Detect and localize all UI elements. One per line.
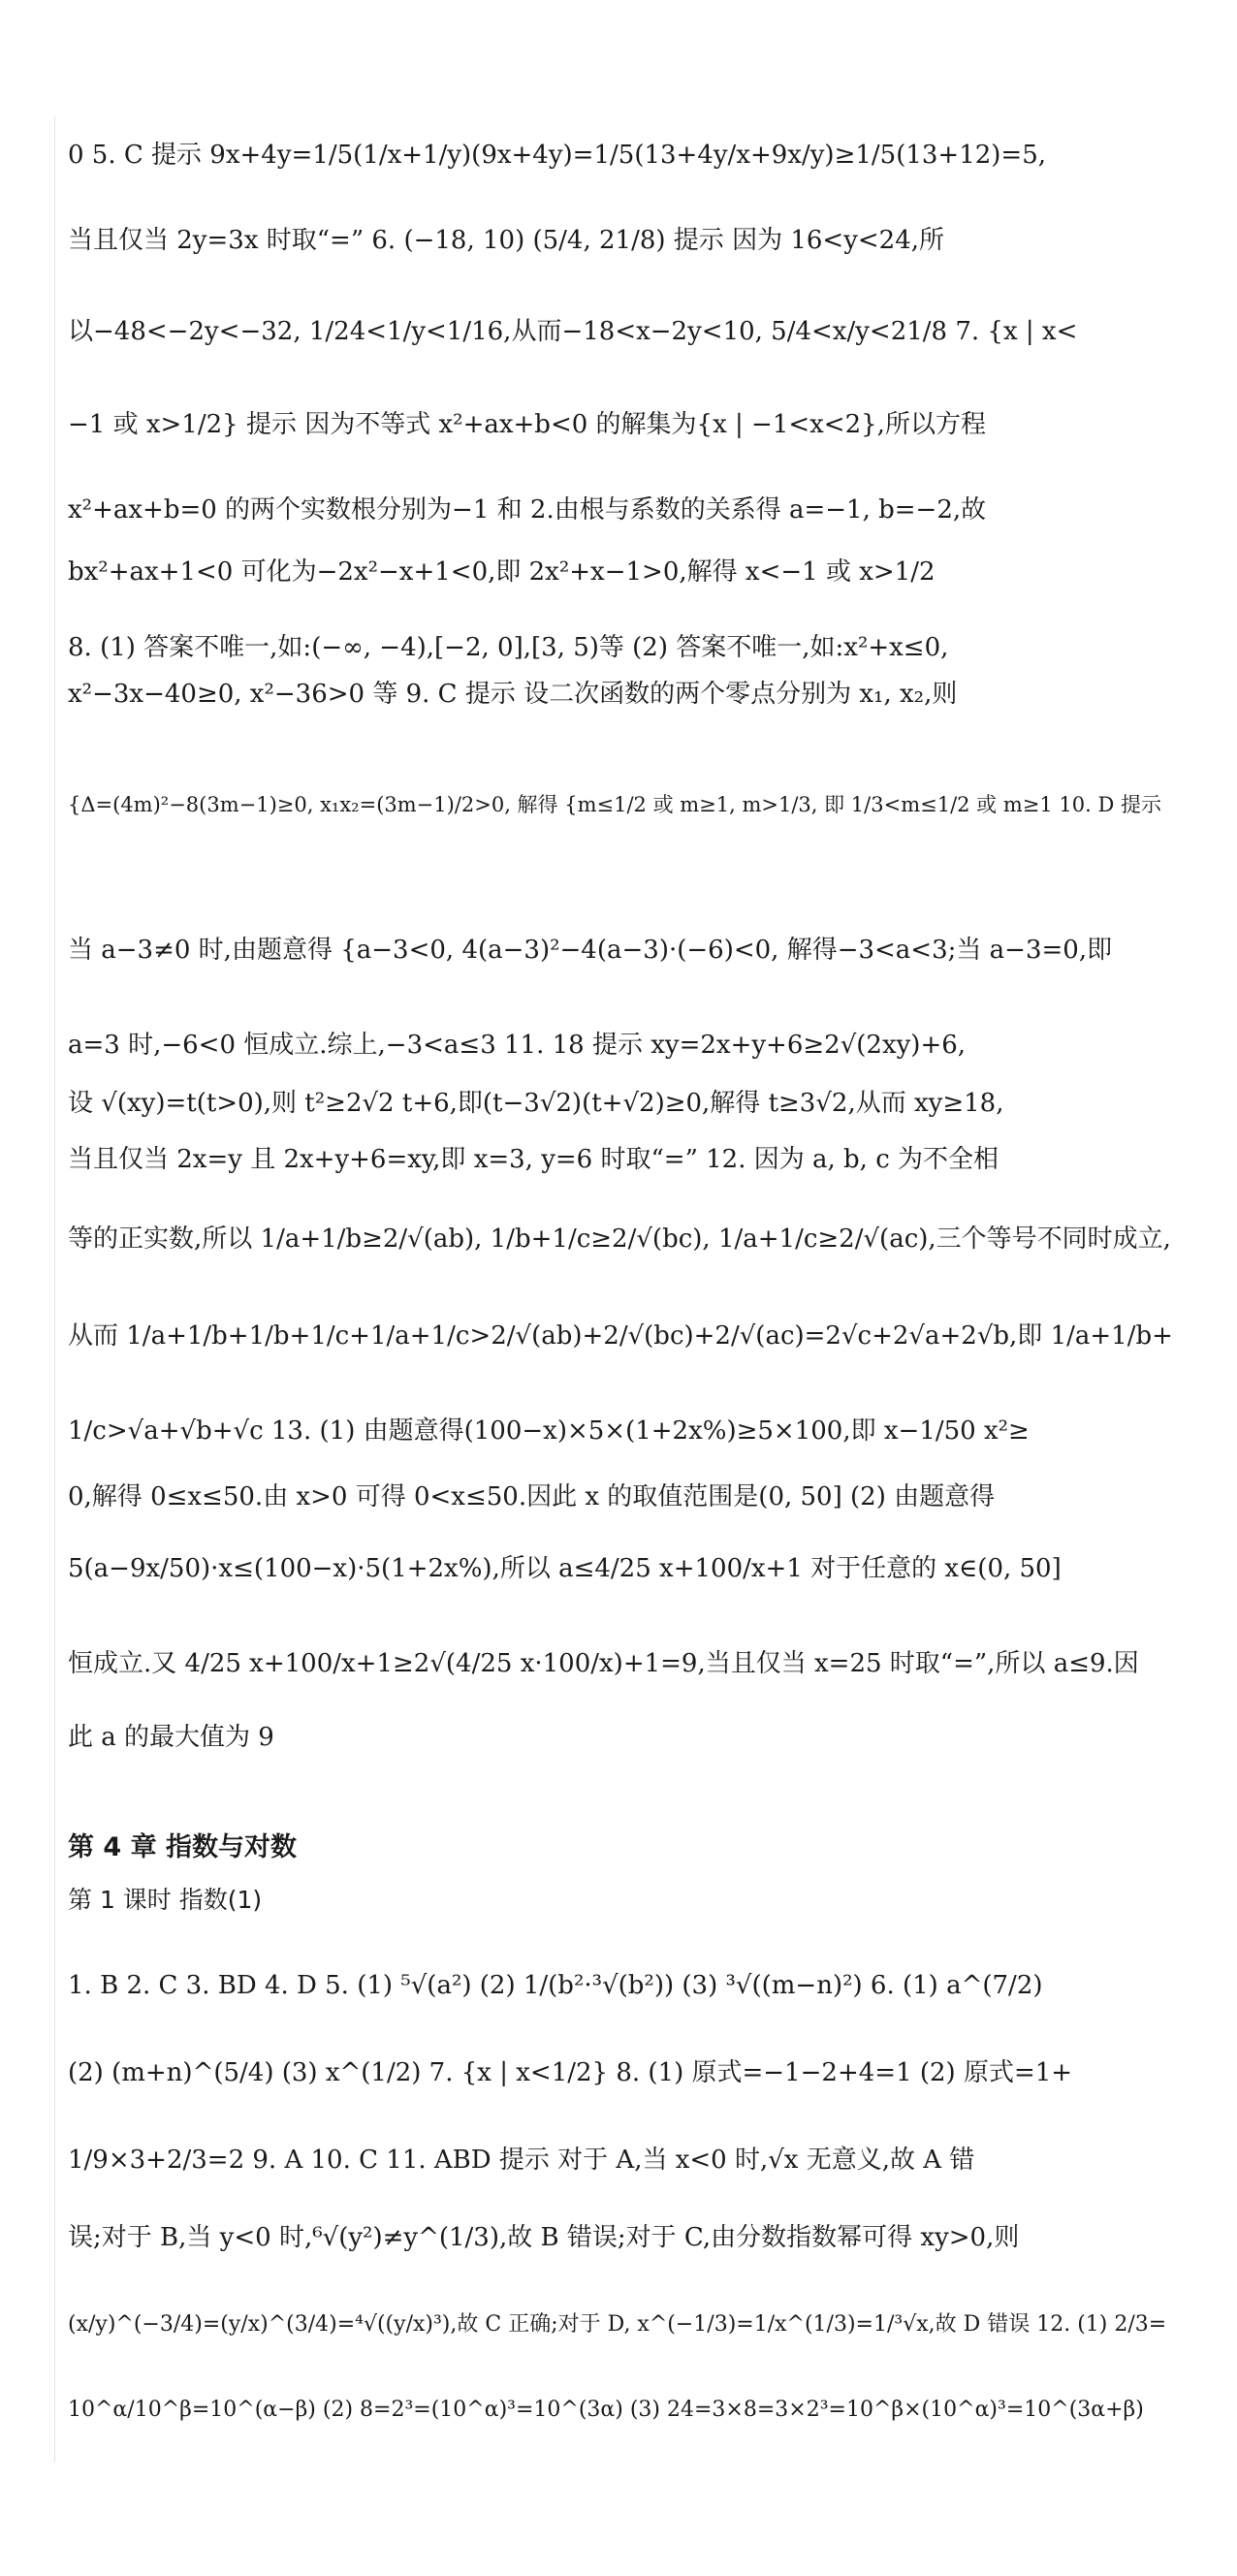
lesson-heading: 第 1 课时 指数(1) bbox=[68, 1886, 263, 1914]
text-line: 以−48<−2y<−32, 1/24<1/y<1/16,从而−18<x−2y<10, 5/4<x/y<21/8 7. {x | x< bbox=[68, 317, 1078, 346]
text-line: 从而 1/a+1/b+1/b+1/c+1/a+1/c>2/√(ab)+2/√(bc)+2/√(ac)=2√c+2√a+2√b,即 1/a+1/b+ bbox=[68, 1321, 1173, 1351]
text-line: (2) (m+n)^(5/4) (3) x^(1/2) 7. {x | x<1/2} 8. (1) 原式=−1−2+4=1 (2) 原式=1+ bbox=[68, 2058, 1073, 2087]
text-line: 1. B 2. C 3. BD 4. D 5. (1) ⁵√(a²) (2) 1/(b²·³√(b²)) (3) ³√((m−n)²) 6. (1) a^(7/2) bbox=[68, 1971, 1043, 2000]
text-line: x²+ax+b=0 的两个实数根分别为−1 和 2.由根与系数的关系得 a=−1, b=−2,故 bbox=[68, 495, 987, 525]
text-line: −1 或 x>1/2} 提示 因为不等式 x²+ax+b<0 的解集为{x | −1<x<2},所以方程 bbox=[68, 410, 986, 439]
text-line: 此 a 的最大值为 9 bbox=[68, 1723, 274, 1752]
text-line: {Δ=(4m)²−8(3m−1)≥0, x₁x₂=(3m−1)/2>0, 解得 {m≤1/2 或 m≥1, m>1/3, 即 1/3<m≤1/2 或 m≥1 10. D 提示 bbox=[68, 793, 1161, 816]
text-line: 当 a−3≠0 时,由题意得 {a−3<0, 4(a−3)²−4(a−3)·(−6)<0, 解得−3<a<3;当 a−3=0,即 bbox=[68, 936, 1113, 965]
text-line: 恒成立.又 4/25 x+100/x+1≥2√(4/25 x·100/x)+1=9,当且仅当 x=25 时取“=”,所以 a≤9.因 bbox=[68, 1649, 1139, 1678]
text-line: 1/c>√a+√b+√c 13. (1) 由题意得(100−x)×5×(1+2x%)≥5×100,即 x−1/50 x²≥ bbox=[68, 1416, 1030, 1446]
text-line: bx²+ax+1<0 可化为−2x²−x+1<0,即 2x²+x−1>0,解得 x<−1 或 x>1/2 bbox=[68, 557, 936, 587]
text-line: 等的正实数,所以 1/a+1/b≥2/√(ab), 1/b+1/c≥2/√(bc), 1/a+1/c≥2/√(ac),三个等号不同时成立, bbox=[68, 1224, 1171, 1254]
text-line: 10^α/10^β=10^(α−β) (2) 8=2³=(10^α)³=10^(3α) (3) 24=3×8=3×2³=10^β×(10^α)³=10^(3α+β) bbox=[68, 2398, 1144, 2422]
text-line: 当且仅当 2y=3x 时取“=” 6. (−18, 10) (5/4, 21/8) 提示 因为 16<y<24,所 bbox=[68, 226, 945, 255]
text-line: 设 √(xy)=t(t>0),则 t²≥2√2 t+6,即(t−3√2)(t+√2)≥0,解得 t≥3√2,从而 xy≥18, bbox=[68, 1089, 1004, 1118]
text-line: x²−3x−40≥0, x²−36>0 等 9. C 提示 设二次函数的两个零点分别为 x₁, x₂,则 bbox=[68, 680, 958, 709]
text-line: a=3 时,−6<0 恒成立.综上,−3<a≤3 11. 18 提示 xy=2x+y+6≥2√(2xy)+6, bbox=[68, 1031, 967, 1060]
text-line: (x/y)^(−3/4)=(y/x)^(3/4)=⁴√((y/x)³),故 C 正确;对于 D, x^(−1/3)=1/x^(1/3)=1/³√x,故 D 错误 12. (1) 2/3= bbox=[68, 2312, 1167, 2337]
margin-rule bbox=[54, 116, 55, 2463]
text-line: 8. (1) 答案不唯一,如:(−∞, −4),[−2, 0],[3, 5)等 (2) 答案不唯一,如:x²+x≤0, bbox=[68, 633, 949, 662]
text-line: 1/9×3+2/3=2 9. A 10. C 11. ABD 提示 对于 A,当 x<0 时,√x 无意义,故 A 错 bbox=[68, 2146, 975, 2175]
text-line: 0 5. C 提示 9x+4y=1/5(1/x+1/y)(9x+4y)=1/5(13+4y/x+9x/y)≥1/5(13+12)=5, bbox=[68, 141, 1047, 170]
text-line: 误;对于 B,当 y<0 时,⁶√(y²)≠y^(1/3),故 B 错误;对于 C,由分数指数幂可得 xy>0,则 bbox=[68, 2223, 1020, 2252]
text-line: 当且仅当 2x=y 且 2x+y+6=xy,即 x=3, y=6 时取“=” 12. 因为 a, b, c 为不全相 bbox=[68, 1145, 999, 1174]
text-line: 5(a−9x/50)·x≤(100−x)·5(1+2x%),所以 a≤4/25 x+100/x+1 对于任意的 x∈(0, 50] bbox=[68, 1554, 1062, 1583]
text-line: 0,解得 0≤x≤50.由 x>0 可得 0<x≤50.因此 x 的取值范围是(0, 50] (2) 由题意得 bbox=[68, 1482, 996, 1511]
chapter-heading: 第 4 章 指数与对数 bbox=[68, 1832, 297, 1862]
